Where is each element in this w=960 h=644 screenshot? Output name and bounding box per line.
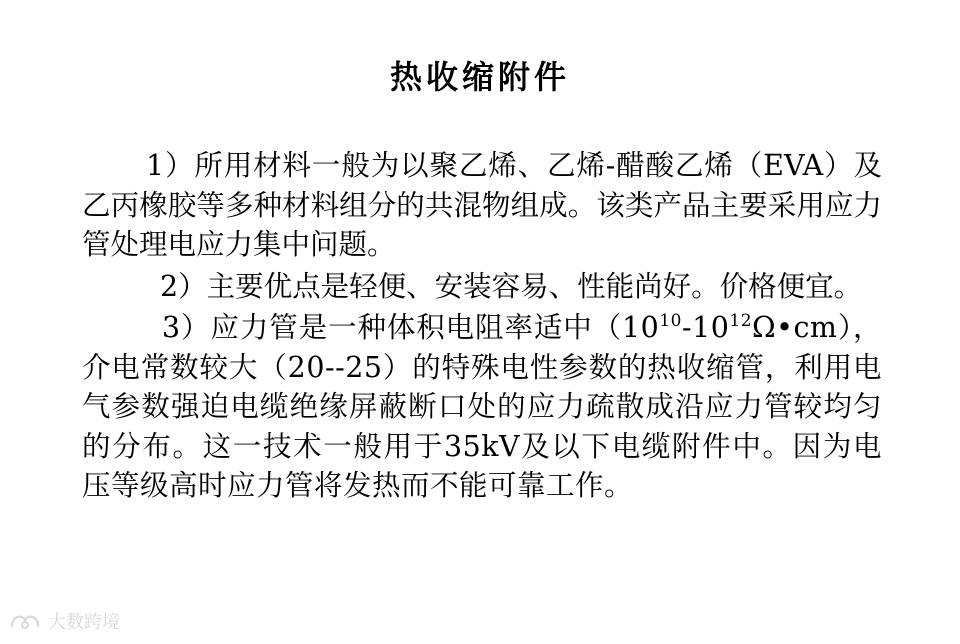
watermark-text: 大数跨境 — [48, 612, 120, 633]
paragraph-3-part-2: -10 — [681, 311, 730, 344]
paragraph-1: 1）所用材料一般为以聚乙烯、乙烯-醋酸乙烯（EVA）及乙丙橡胶等多种材料组分的共混物组成。该类产品主要采用应力管处理电应力集中问题。 — [82, 149, 882, 261]
exponent-10: 10 — [659, 311, 682, 331]
slide-body — [82, 146, 882, 506]
paragraph-3-part-3: Ω•cm），介电常数较大（20--25）的特殊电性参数的热收缩管，利用电气参数强迫电缆绝缘屏蔽断口处的应力疏散成沿应力管较均匀的分布。这一技术一般用于35kV及以下电缆附件中。因为电压等级高时应力管将发热而不能可靠工作。 — [82, 311, 882, 502]
watermark-logo-icon — [8, 610, 42, 632]
paragraph-3 — [82, 308, 882, 506]
slide-title: 热收缩附件 — [389, 58, 570, 96]
paragraph-2: 2）主要优点是轻便、安装容易、性能尚好。价格便宜。 — [160, 269, 863, 303]
exponent-12: 12 — [729, 311, 753, 331]
watermark — [8, 608, 120, 634]
paragraph-3-part-1: 3）应力管是一种体积电阻率适中（10 — [162, 311, 660, 344]
